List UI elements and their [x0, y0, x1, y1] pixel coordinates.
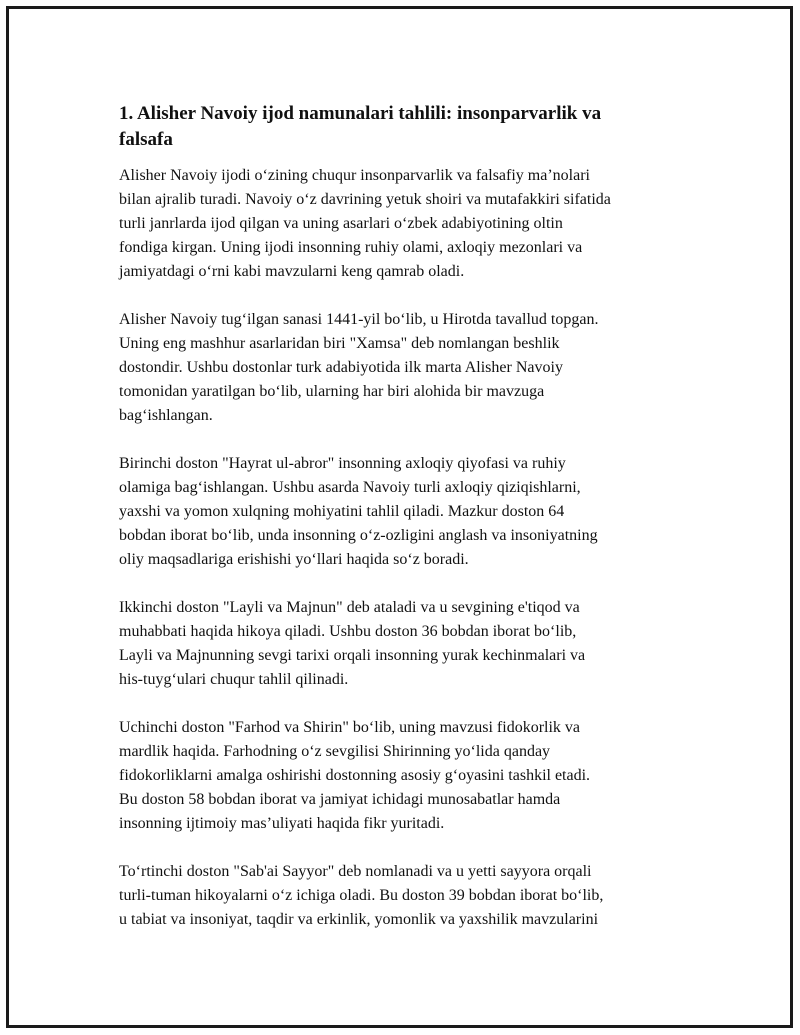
paragraph-layli-va-majnun: Ikkinchi doston "Layli va Majnun" deb ataladi va u sevgining e'tiqod va muhabbati haqida hikoya qiladi. Ushbu doston 36 bobdan iborat bo‘lib, Layli va Majnunning sevgi tarixi orqali insonning yurak kechinmalari va his-tuyg‘ulari chuqur tahlil qilinadi. — [119, 599, 586, 688]
paragraph-biography: Alisher Navoiy tug‘ilgan sanasi 1441-yil bo‘lib, u Hirotda tavallud topgan. Uning eng mashhur asarlaridan biri "Xamsa" deb nomlangan beshlik dostondir. Ushbu dostonlar turk adabiyotida ilk marta Alisher Navoiy tomonidan yaratilgan bo‘lib, ularning har biri alohida bir mavzuga bag‘ishlangan. — [119, 311, 599, 424]
document-body — [119, 101, 699, 956]
paragraph-farhod-va-shirin: Uchinchi doston "Farhod va Shirin" bo‘lib, uning mavzusi fidokorlik va mardlik haqida. Farhodning o‘z sevgilisi Shirinning yo‘lida qanday fidokorliklarni amalga oshirishi dostonning asosiy g‘oyasini tashkil etadi. Bu doston 58 bobdan iborat va jamiyat ichidagi munosabatlar hamda insonning ijtimoiy mas’uliyati haqida fikr yuritadi. — [119, 719, 591, 832]
section-heading: 1. Alisher Navoiy ijod namunalari tahlili: insonparvarlik va falsafa — [119, 103, 602, 150]
paragraph-intro: Alisher Navoiy ijodi o‘zining chuqur insonparvarlik va falsafiy ma’nolari bilan ajralib turadi. Navoiy o‘z davrining yetuk shoiri va mutafakkiri sifatida turli janrlarda ijod qilgan va uning asarlari o‘zbek adabiyotining oltin fondiga kirgan. Uning ijodi insonning ruhiy olami, axloqiy mezonlari va jamiyatdagi o‘rni kabi mavzularni keng qamrab oladi. — [119, 167, 611, 280]
paragraph-sabai-sayyor: To‘rtinchi doston "Sab'ai Sayyor" deb nomlanadi va u yetti sayyora orqali turli-tuman hikoyalarni o‘z ichiga oladi. Bu doston 39 bobdan iborat bo‘lib, u tabiat va insoniyat, taqdir va erkinlik, yomonlik va yaxshilik mavzularini — [119, 863, 604, 928]
paragraph-hayrat-ul-abror: Birinchi doston "Hayrat ul-abror" insonning axloqiy qiyofasi va ruhiy olamiga bag‘ishlangan. Ushbu asarda Navoiy turli axloqiy qiziqishlarni, yaxshi va yomon xulqning mohiyatini tahlil qiladi. Mazkur doston 64 bobdan iborat bo‘lib, unda insonning o‘z-ozligini anglash va insoniyatning oliy maqsadlariga erishishi yo‘llari haqida so‘z boradi. — [119, 455, 598, 568]
page-frame — [6, 6, 793, 1028]
